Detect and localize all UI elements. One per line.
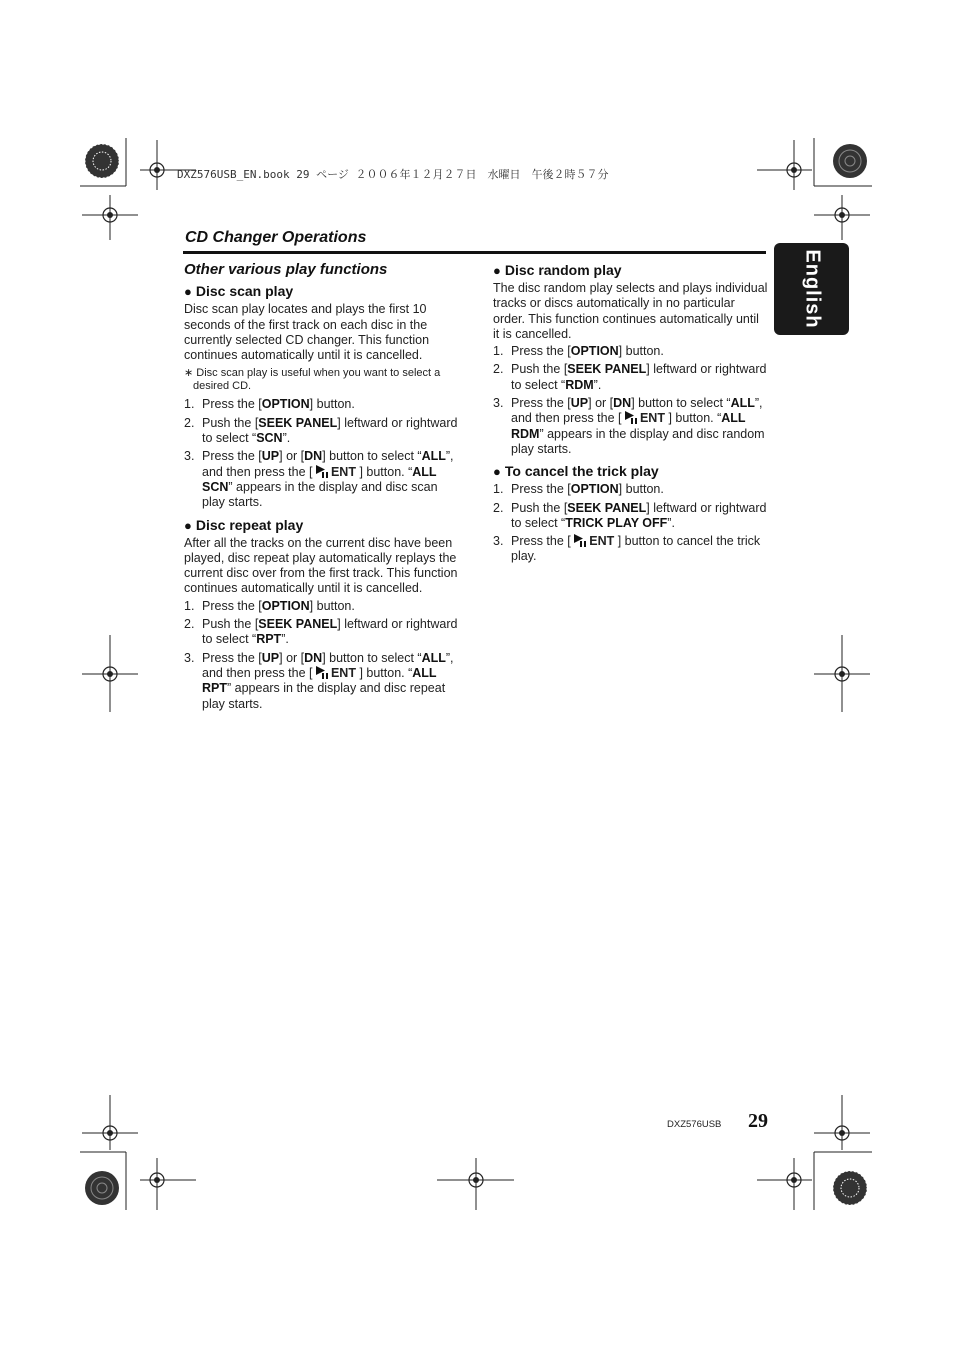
footer-model: DXZ576USB <box>667 1119 722 1130</box>
cancel-trick-play-steps <box>493 482 768 564</box>
page-subtitle: Other various play functions <box>184 261 388 278</box>
disc-scan-note: ∗ Disc scan play is useful when you want to select a desired CD. <box>184 367 441 393</box>
list-item: 2. Push the [SEEK PANEL] leftward or rightward to select “SCN”. <box>184 415 458 446</box>
list-item: 3. Press the [UP] or [DN] button to select “ALL”, and then press the [ ENT ] button. “ALL SCN” appears in the display and disc scan play starts. <box>184 449 454 510</box>
bullet-icon: ● <box>493 263 501 278</box>
print-header: DXZ576USB_EN.book 29 ページ ２００６年１２月２７日 水曜日 午後２時５７分 <box>177 168 609 181</box>
play-pause-icon: ENT <box>625 411 665 426</box>
bullet-icon: ● <box>184 284 192 300</box>
page-number: 29 <box>748 1110 768 1132</box>
list-item: 2. Push the [SEEK PANEL] leftward or rightward to select “TRICK PLAY OFF”. <box>493 500 767 530</box>
disc-scan-steps <box>184 397 459 510</box>
right-column <box>493 262 768 568</box>
list-item: 1. Press the [OPTION] button. <box>493 482 664 497</box>
list-item: 1. Press the [OPTION] button. <box>184 397 355 412</box>
disc-repeat-body: After all the tracks on the current disc have been played, disc repeat play automatically replays the current disc over from the first track. This function continues automatically until it is cancelled. <box>184 535 458 596</box>
disc-random-heading: ● Disc random play <box>493 262 622 278</box>
section-rule <box>183 251 766 254</box>
disc-repeat-steps <box>184 599 459 712</box>
asterisk-icon: ∗ <box>184 367 197 380</box>
play-pause-icon: ENT <box>574 534 614 549</box>
bullet-icon: ● <box>493 464 501 480</box>
left-column <box>184 262 459 715</box>
disc-repeat-heading: ● Disc repeat play <box>184 516 304 533</box>
list-item: 3. Press the [ ENT ] button to cancel the trick play. <box>493 534 761 564</box>
section-title: CD Changer Operations <box>185 229 367 246</box>
bullet-icon: ● <box>184 517 192 533</box>
language-tab <box>774 243 849 335</box>
disc-random-body: The disc random play selects and plays individual tracks or discs automatically in no particular order. This function continues automatically until it is cancelled. <box>493 281 768 341</box>
play-pause-icon: ENT <box>316 465 356 480</box>
language-tab-label: English <box>801 249 824 329</box>
list-item: 2. Push the [SEEK PANEL] leftward or rightward to select “RDM”. <box>493 362 767 392</box>
list-item: 3. Press the [UP] or [DN] button to select “ALL”, and then press the [ ENT ] button. “ALL RPT” appears in the display and disc repeat play starts. <box>184 650 454 711</box>
list-item: 2. Push the [SEEK PANEL] leftward or rightward to select “RPT”. <box>184 617 458 647</box>
cancel-trick-play-heading: ● To cancel the trick play <box>493 463 659 480</box>
list-item: 1. Press the [OPTION] button. <box>184 598 355 613</box>
list-item: 1. Press the [OPTION] button. <box>493 344 664 359</box>
disc-scan-heading: ● Disc scan play <box>184 283 294 300</box>
disc-random-steps <box>493 344 768 457</box>
list-item: 3. Press the [UP] or [DN] button to select “ALL”, and then press the [ ENT ] button. “ALL RDM” appears in the display and disc random play starts. <box>493 396 765 456</box>
disc-scan-body: Disc scan play locates and plays the first 10 seconds of the first track on each disc in the currently selected CD changer. This function continues automatically until it is cancelled. <box>184 302 430 363</box>
play-pause-icon: ENT <box>316 666 356 681</box>
